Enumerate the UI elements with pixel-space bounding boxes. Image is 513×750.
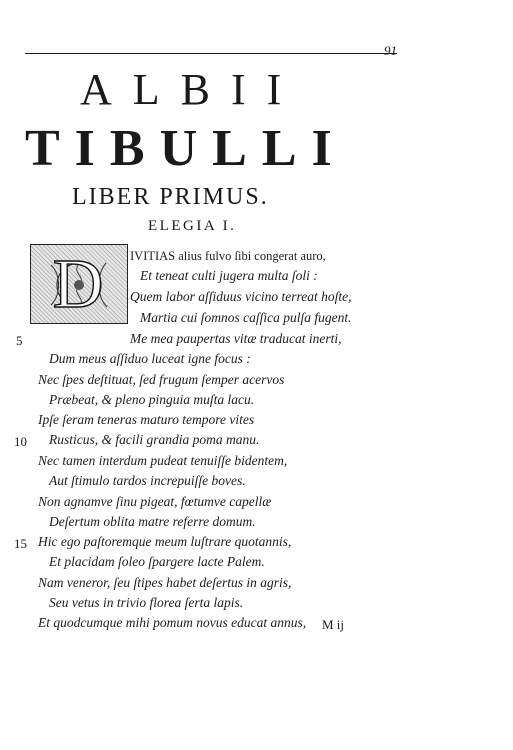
line-number: 15 <box>14 536 27 551</box>
verse-line: Hic ego paſtoremque meum luſtrare quotannis, <box>38 534 292 549</box>
verse-line: Rusticus, & facili grandia poma manu. <box>49 432 260 447</box>
verse-line: Nam veneror, ſeu ſtipes habet deſertus in agris, <box>38 575 292 590</box>
signature-mark: M ij <box>322 617 345 632</box>
verse-line: Non agnamve ſinu pigeat, fœtumve capellæ <box>38 494 272 509</box>
verse-line: IVITIAS alius fulvo ſibi congerat auro, <box>130 249 326 263</box>
verse-line: Et teneat culti jugera multa ſoli : <box>140 268 318 283</box>
page-number: 91 <box>384 43 397 58</box>
author-title-line-2: TIBULLI <box>25 120 347 177</box>
line-number: 5 <box>16 333 23 348</box>
verse-line: Quem labor aſſiduus vicino terreat hoſte, <box>130 289 352 304</box>
drop-cap-letter: D <box>52 246 104 322</box>
ornamental-drop-cap <box>30 244 128 324</box>
elegy-title: ELEGIA I. <box>148 218 237 234</box>
line-number: 10 <box>14 434 27 449</box>
verse-line: Præbeat, & pleno pinguia muſta lacu. <box>49 392 255 407</box>
floral-ornament-icon <box>31 245 126 322</box>
verse-line: Martia cui ſomnos caſſica pulſa fugent. <box>140 310 352 325</box>
verse-line: Seu vetus in trivio florea ſerta lapis. <box>49 595 244 610</box>
verse-line: Aut ſtimulo tardos increpuiſſe boves. <box>49 473 246 488</box>
author-title-line-1: ALBII <box>80 65 303 114</box>
header-rule <box>25 53 397 54</box>
book-title: LIBER PRIMUS. <box>72 184 269 210</box>
verse-line: Deſertum oblita matre referre domum. <box>49 514 256 529</box>
verse-line: Ipſe ſeram teneras maturo tempore vites <box>38 412 255 427</box>
verse-line: Et placidam ſoleo ſpargere lacte Palem. <box>49 554 265 569</box>
verse-line: Me mea paupertas vitæ traducat inerti, <box>130 331 342 346</box>
verse-line: Dum meus aſſiduo luceat igne focus : <box>49 351 251 366</box>
verse-line: Et quodcumque mihi pomum novus educat annus, <box>38 615 307 630</box>
verse-line: Nec ſpes deſtituat, ſed frugum ſemper acervos <box>38 372 285 387</box>
verse-line: Nec tamen interdum pudeat tenuiſſe bidentem, <box>38 453 288 468</box>
